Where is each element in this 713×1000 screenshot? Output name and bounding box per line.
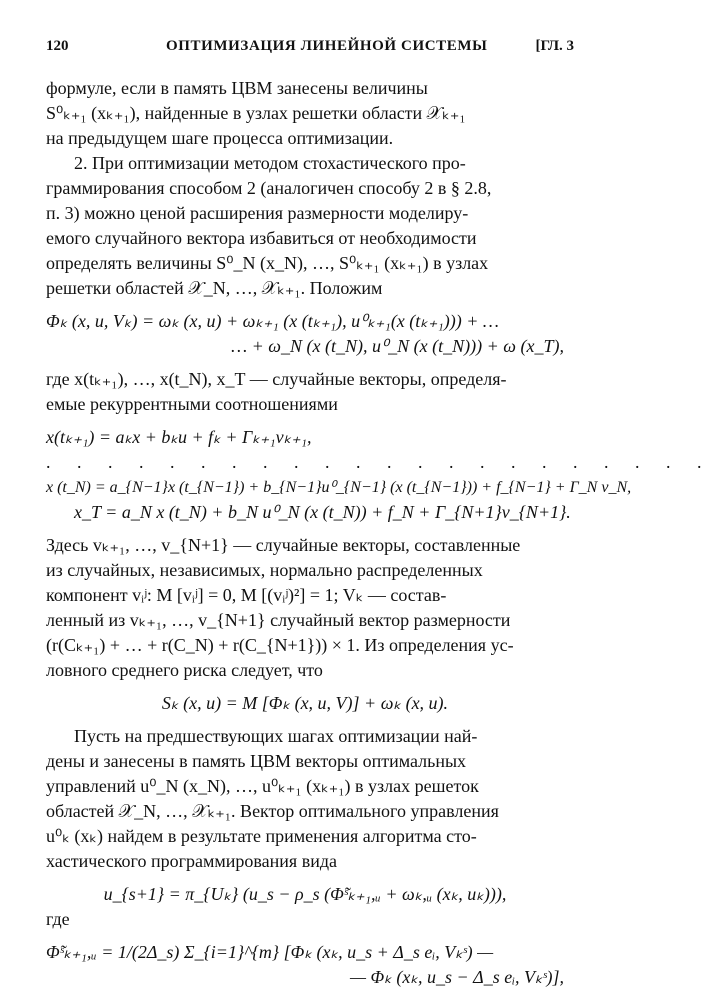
- text-line: управлений u⁰_N (x_N), …, u⁰ₖ₊₁ (xₖ₊₁) в узлах решеток: [46, 776, 479, 796]
- text-line: S⁰ₖ₊₁ (xₖ₊₁), найденные в узлах решетки области 𝒳ₖ₊₁: [46, 103, 466, 123]
- equation-phi-line1: Φₖ (x, u, Vₖ) = ωₖ (x, u) + ωₖ₊₁ (x (tₖ₊₁), u⁰ₖ₊₁(x (tₖ₊₁))) + …: [46, 311, 499, 331]
- page-body: [46, 76, 713, 990]
- text-line: дены и занесены в память ЦВМ векторы оптимальных: [46, 751, 467, 771]
- text-line: Здесь vₖ₊₁, …, v_{N+1} — случайные векторы, составленные: [46, 535, 521, 555]
- text-line: ленный из vₖ₊₁, …, v_{N+1} случайный вектор размерности: [46, 610, 511, 630]
- equation-recurrence-t: x_T = a_N x (t_N) + b_N u⁰_N (x (t_N)) + f_N + Γ_{N+1}v_{N+1}.: [74, 502, 571, 522]
- text-line: хастического программирования вида: [46, 851, 337, 871]
- equation-stochastic-step: u_{s+1} = π_{Uₖ} (u_s − ρ_s (Φ̃ˢₖ₊₁,ᵤ + ωₖ,ᵤ (xₖ, uₖ))),: [103, 884, 507, 904]
- ellipsis-row: . . . . . . . . . . . . . . . . . . . . . .: [46, 452, 713, 472]
- chapter-marker: [ГЛ. 3: [535, 38, 574, 54]
- text-line: из случайных, независимых, нормально распределенных: [46, 560, 483, 580]
- text-line: где: [46, 909, 70, 929]
- text-line: граммирования способом 2 (аналогичен способу 2 в § 2.8,: [46, 178, 492, 198]
- text-line: определять величины S⁰_N (x_N), …, S⁰ₖ₊₁ (xₖ₊₁) в узлах: [46, 253, 489, 273]
- page-header: [46, 38, 574, 64]
- equation-gradient-line2: — Φₖ (xₖ, u_s − Δ_s eᵢ, Vₖˢ)],: [349, 967, 564, 987]
- equation-recurrence-n: x (t_N) = a_{N−1}x (t_{N−1}) + b_{N−1}u⁰_{N−1} (x (t_{N−1})) + f_{N−1} + Γ_N v_N,: [46, 479, 632, 496]
- text-line: ловного среднего риска следует, что: [46, 660, 323, 680]
- running-title: ОПТИМИЗАЦИЯ ЛИНЕЙНОЙ СИСТЕМЫ: [166, 38, 488, 54]
- page-number: 120: [46, 38, 69, 54]
- equation-recurrence-1: x(tₖ₊₁) = aₖx + bₖu + fₖ + Γₖ₊₁vₖ₊₁,: [46, 427, 312, 447]
- text-line: на предыдущем шаге процесса оптимизации.: [46, 128, 394, 148]
- paragraph-start: 2. При оптимизации методом стохастического про-: [74, 153, 466, 173]
- text-line: емые рекуррентными соотношениями: [46, 394, 338, 414]
- text-line: п. 3) можно ценой расширения размерности моделиру-: [46, 203, 469, 223]
- equation-gradient-line1: Φ̃ˢₖ₊₁,ᵤ = 1/(2Δ_s) Σ_{i=1}^{m} [Φₖ (xₖ, u_s + Δ_s eᵢ, Vₖˢ) —: [46, 942, 494, 962]
- equation-phi-line2: … + ω_N (x (t_N), u⁰_N (x (t_N))) + ω (x_T),: [231, 336, 564, 356]
- text-line: (r(Cₖ₊₁) + … + r(C_N) + r(C_{N+1})) × 1. Из определения ус-: [46, 635, 514, 655]
- paragraph-start: Пусть на предшествующих шагах оптимизации най-: [74, 726, 478, 746]
- text-line: компонент vᵢʲ: M [vᵢʲ] = 0, M [(vᵢʲ)²] = 1; Vₖ — состав-: [46, 585, 447, 605]
- text-line: u⁰ₖ (xₖ) найдем в результате применения алгоритма сто-: [46, 826, 477, 846]
- text-line: решетки областей 𝒳_N, …, 𝒳ₖ₊₁. Положим: [46, 278, 383, 298]
- text-line: областей 𝒳_N, …, 𝒳ₖ₊₁. Вектор оптимального управления: [46, 801, 499, 821]
- text-line: формуле, если в память ЦВМ занесены величины: [46, 78, 428, 98]
- text-line: емого случайного вектора избавиться от необходимости: [46, 228, 477, 248]
- equation-risk: Sₖ (x, u) = M [Φₖ (x, u, V)] + ωₖ (x, u).: [161, 693, 449, 713]
- text-line: где x(tₖ₊₁), …, x(t_N), x_T — случайные векторы, определя-: [46, 369, 507, 389]
